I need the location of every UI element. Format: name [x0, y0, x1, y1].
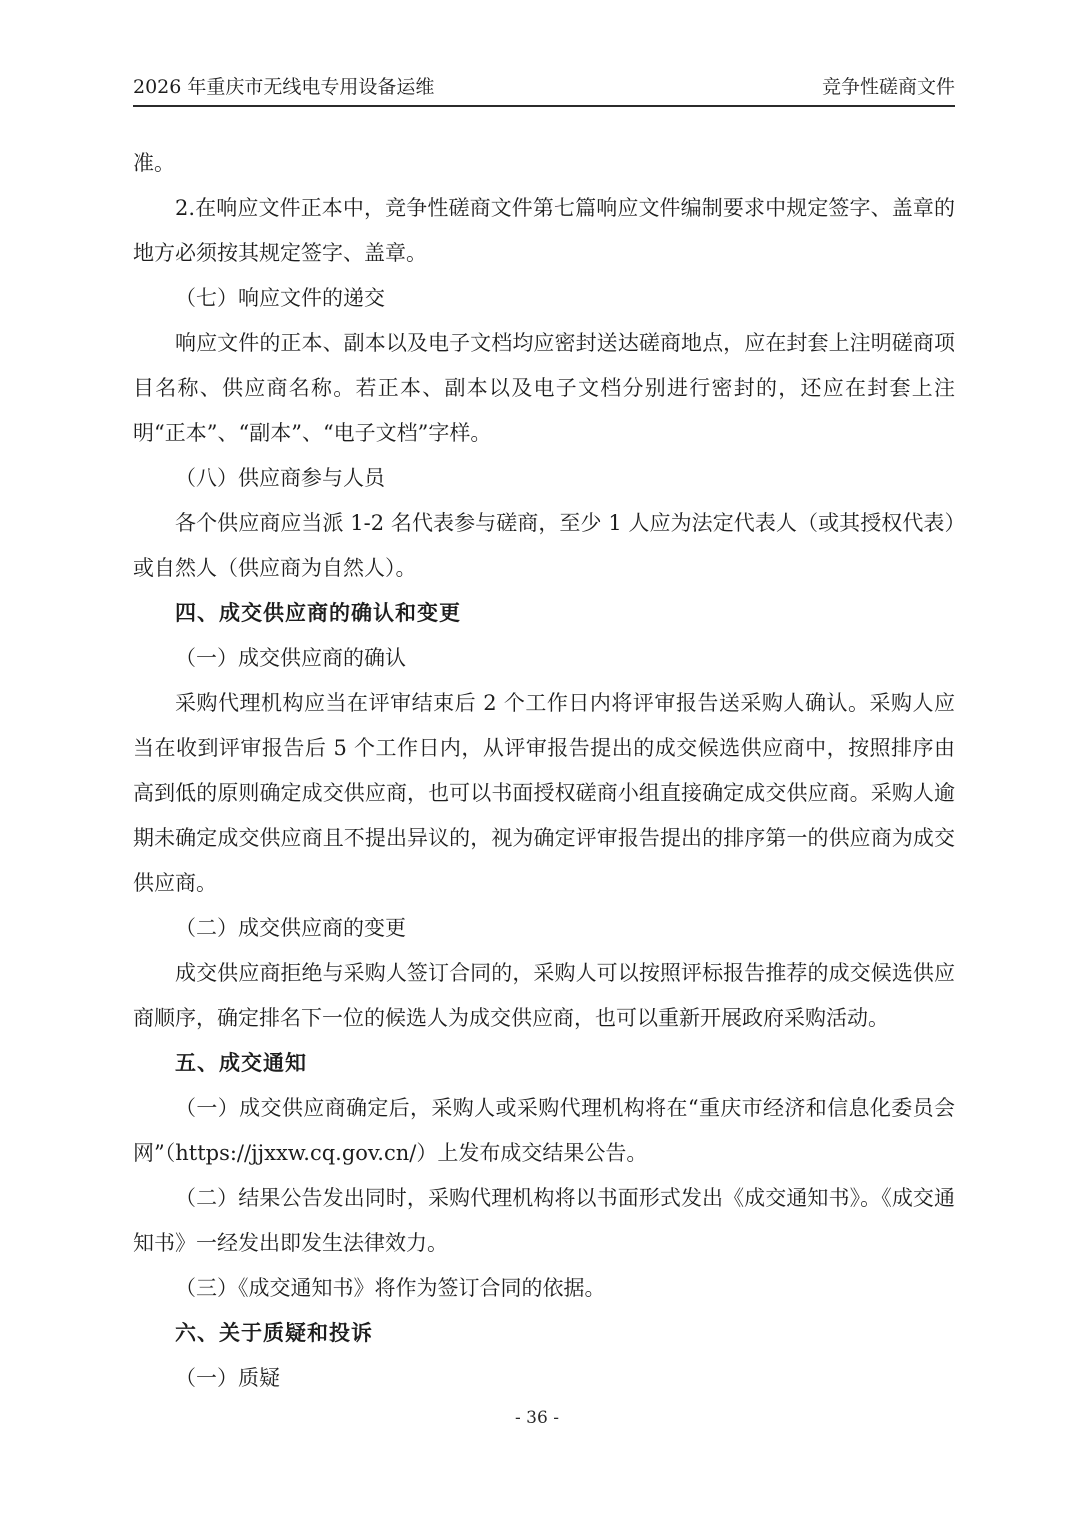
paragraph: （三）《成交通知书》将作为签订合同的依据。: [175, 1276, 606, 1300]
paragraph: （一）成交供应商的确认: [175, 646, 406, 670]
paragraph: 2.在响应文件正本中，竞争性磋商文件第七篇响应文件编制要求中规定签字、盖章的地方必须按其规定签字、盖章。: [133, 196, 955, 265]
page-header: [133, 76, 955, 107]
paragraph: 准。: [133, 151, 175, 175]
header-right-title: 竞争性磋商文件: [821, 76, 955, 98]
paragraph: （一）质疑: [175, 1366, 280, 1390]
header-left-title: 2026 年重庆市无线电专用设备运维: [133, 76, 435, 98]
paragraph: （二）结果公告发出同时，采购代理机构将以书面形式发出《成交通知书》。《成交通知书》一经发出即发生法律效力。: [133, 1186, 955, 1255]
paragraph: （一）成交供应商确定后，采购人或采购代理机构将在“重庆市经济和信息化委员会网”（https://jjxxw.cq.gov.cn/）上发布成交结果公告。: [133, 1096, 955, 1165]
paragraph: 各个供应商应当派 1-2 名代表参与磋商，至少 1 人应为法定代表人（或其授权代表）或自然人（供应商为自然人）。: [133, 511, 955, 580]
paragraph: （七）响应文件的递交: [175, 286, 385, 310]
section-heading: 六、关于质疑和投诉: [175, 1321, 373, 1345]
page-footer: [0, 1408, 1074, 1428]
page-number: - 36 -: [515, 1408, 559, 1428]
section-heading: 四、成交供应商的确认和变更: [175, 601, 461, 625]
paragraph: （二）成交供应商的变更: [175, 916, 406, 940]
paragraph: 成交供应商拒绝与采购人签订合同的，采购人可以按照评标报告推荐的成交候选供应商顺序，确定排名下一位的候选人为成交供应商，也可以重新开展政府采购活动。: [133, 961, 955, 1030]
document-body: [133, 141, 955, 1401]
section-heading: 五、成交通知: [175, 1051, 307, 1075]
paragraph: （八）供应商参与人员: [175, 466, 385, 490]
paragraph: 响应文件的正本、副本以及电子文档均应密封送达磋商地点，应在封套上注明磋商项目名称、供应商名称。若正本、副本以及电子文档分别进行密封的，还应在封套上注明“正本”、“副本”、“电子文档”字样。: [133, 331, 955, 445]
paragraph: 采购代理机构应当在评审结束后 2 个工作日内将评审报告送采购人确认。采购人应当在收到评审报告后 5 个工作日内，从评审报告提出的成交候选供应商中，按照排序由高到低的原则确定成交供应商，也可以书面授权磋商小组直接确定成交供应商。采购人逾期未确定成交供应商且不提出异议的，视为确定评审报告提出的排序第一的供应商为成交供应商。: [133, 691, 955, 895]
